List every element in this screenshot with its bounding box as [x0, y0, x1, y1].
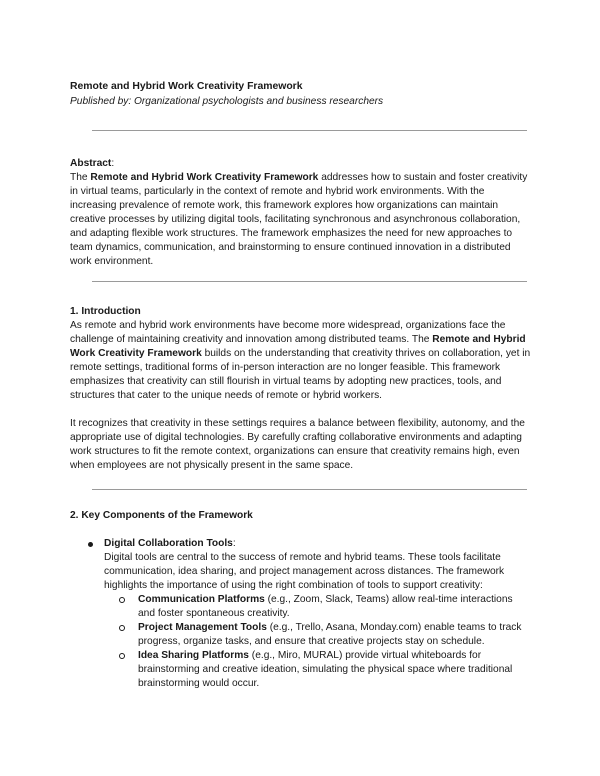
document-byline: Published by: Organizational psychologists and business researchers [70, 96, 384, 107]
intro-text-start: As remote and hybrid work environments have become more widespread, organizations face the challenge of maintaining creativity and innovation among distributed teams. The [70, 320, 506, 345]
sub-list-item [104, 621, 532, 649]
components-section [70, 509, 532, 691]
introduction-heading: 1. Introduction [70, 306, 141, 317]
abstract-text-start: The [70, 172, 91, 183]
hollow-circle-icon [119, 597, 125, 603]
document-title: Remote and Hybrid Work Creativity Framework [70, 81, 303, 92]
sub-list [104, 593, 532, 691]
abstract-heading: Abstract [70, 158, 112, 169]
bullet-heading-line [104, 537, 532, 551]
sub-list-item [104, 649, 532, 691]
abstract-section [70, 157, 532, 269]
sub-list-item [104, 593, 532, 621]
list-item [70, 537, 532, 691]
introduction-paragraph-1 [70, 319, 532, 403]
sub-item-text: (e.g., Miro, MURAL) provide virtual whiteboards for brainstorming and creative ideation, simulating the physical space where traditional brainstorming would occur. [138, 650, 513, 689]
bullet-heading-colon: : [232, 538, 236, 549]
components-list [70, 537, 532, 691]
document-body [70, 80, 532, 691]
bullet-heading: Digital Collaboration Tools [104, 538, 233, 549]
introduction-paragraph-2: It recognizes that creativity in these settings requires a balance between flexibility, autonomy, and the appropriate use of digital technologies. By carefully crafting collaborative environments and adapting work structures to fit the remote context, organizations can ensure that creativity remains high, even when employees are not physically present in the same space. [70, 418, 525, 471]
intro-text-rest: builds on the understanding that creativity thrives on collaboration, yet in remote settings, traditional forms of in-person interaction are no longer feasible. This framework emphasizes that creativity can still flourish in virtual teams by adopting new practices, tools, and structures that cater to the unique needs of remote or hybrid workers. [70, 348, 531, 401]
bullet-dot-icon [88, 542, 93, 547]
abstract-heading-colon: : [111, 158, 115, 169]
abstract-paragraph [70, 171, 532, 269]
sub-item-label: Project Management Tools [138, 622, 267, 633]
abstract-framework-name: Remote and Hybrid Work Creativity Framework [90, 172, 319, 183]
sub-item-label: Communication Platforms [138, 594, 265, 605]
sub-item-text: (e.g., Zoom, Slack, Teams) allow real-time interactions and foster spontaneous creativity. [138, 594, 513, 619]
sub-item-text: (e.g., Trello, Asana, Monday.com) enable teams to track progress, organize tasks, and ensure that creative projects stay on schedule. [138, 622, 522, 647]
abstract-heading-line [70, 157, 532, 171]
abstract-text-rest: addresses how to sustain and foster creativity in virtual teams, particularly in the context of remote and hybrid work environments. With the increasing prevalence of remote work, this framework explores how organizations can maintain creative processes by utilizing digital tools, facilitating synchronous and asynchronous collaboration, and adapting flexible work structures. The framework emphasizes the need for new approaches to team dynamics, communication, and brainstorming to ensure continued innovation in a distributed work environment. [70, 172, 528, 267]
sub-item-label: Idea Sharing Platforms [138, 650, 249, 661]
intro-framework-name: Remote and Hybrid Work Creativity Framework [70, 334, 526, 359]
hollow-circle-icon [119, 625, 125, 631]
introduction-section [70, 305, 532, 473]
components-heading: 2. Key Components of the Framework [70, 510, 253, 521]
hollow-circle-icon [119, 653, 125, 659]
divider [92, 281, 527, 282]
divider [92, 489, 527, 490]
bullet-paragraph: Digital tools are central to the success of remote and hybrid teams. These tools facilitate communication, idea sharing, and project management across distances. The framework highlights the importance of using the right combination of tools to support creativity: [104, 552, 505, 591]
divider [92, 130, 527, 131]
